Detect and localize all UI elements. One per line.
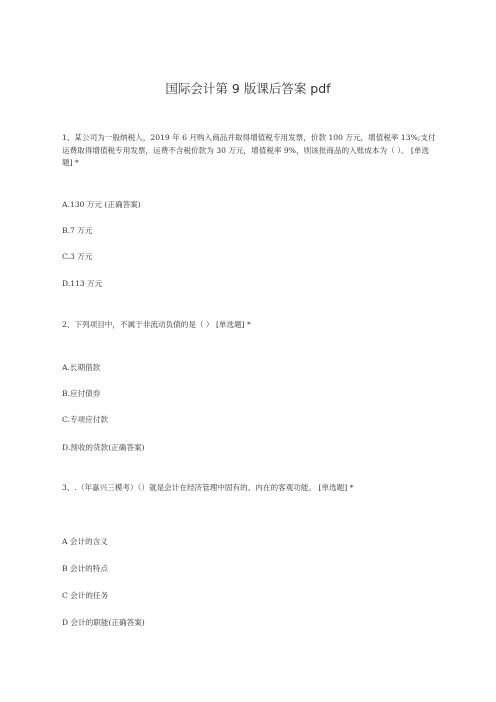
question-3-text: 3、.（年嘉兴三模考）（）就是会计在经济管理中固有的、内在的客观功能。 [单选题] * [62, 483, 354, 492]
question-3-option-c: C 会计的任务 [62, 591, 109, 600]
question-1-option-c: C.3 万元 [62, 252, 93, 261]
question-1-option-d: D.113 万元 [62, 279, 103, 288]
question-1-text: 1、某公司为一般纳税人，2019 年 6 月购入商品并取得增值税专用发票，价款 100 万元，增值税率 13%;支付运费取得增值税专用发票，运费不含税价款为 30 万元，增值税率 9%，则该批商品的入账成本为（ ）。 [单选题] * [62, 133, 436, 168]
question-2-option-a: A.长期借款 [62, 363, 101, 372]
question-1-option-b: B.7 万元 [62, 226, 93, 235]
question-2-option-d: D.预收的货款(正确答案) [62, 443, 145, 452]
question-2-option-b: B.应付债券 [62, 389, 101, 398]
page-title: 国际会计第 9 版课后答案 pdf [165, 81, 331, 96]
question-1-option-a: A.130 万元 (正确答案) [62, 200, 141, 209]
question-3-option-d: D 会计的职能(正确答案) [62, 618, 145, 627]
question-3-option-a: A 会计的含义 [62, 537, 108, 546]
question-3-option-b: B 会计的特点 [62, 564, 108, 573]
question-2-text: 2、下列项目中，不属于非流动负债的是（ ） [单选题] * [62, 320, 251, 329]
question-2-option-c: C.专项应付款 [62, 415, 108, 424]
